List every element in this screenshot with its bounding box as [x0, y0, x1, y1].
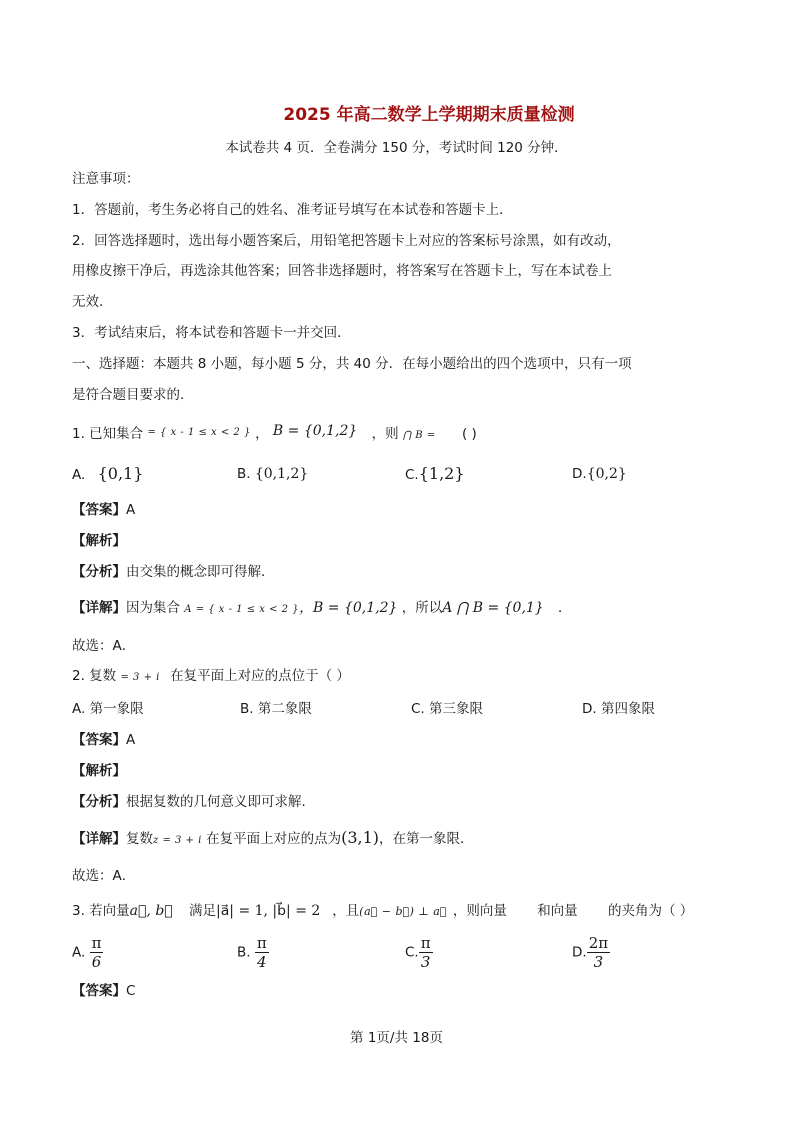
notice-item-2-line-2: 用橡皮擦干净后，再选涂其他答案；回答非选择题时，将答案写在答题卡上，写在本试卷上: [72, 263, 612, 279]
q1-answer-tag: 【答案】: [72, 502, 126, 518]
q2-option-c: C. 第三象限: [411, 701, 484, 717]
q1-option-c: [405, 465, 465, 484]
q3-answer-tag: 【答案】: [72, 983, 126, 999]
q1-paren: ( ): [461, 426, 477, 442]
exam-info: 本试卷共 4 页．全卷满分 150 分，考试时间 120 分钟．: [225, 140, 568, 156]
q3-option-c-fraction: [419, 934, 433, 971]
q1-detail-result: A ⋂ B = {0,1}: [442, 600, 544, 616]
q2-detail-point: (3,1): [341, 828, 380, 847]
notice-item-2-line-1: 2．回答选择题时，选出每小题答案后，用铅笔把答题卡上对应的答案标号涂黑，如有改动，: [72, 233, 621, 249]
q1-fenxi-text: 由交集的概念即可得解．: [126, 564, 275, 580]
q3-option-d-fraction: [587, 934, 610, 971]
section-heading-line-1: 一、选择题：本题共 8 小题，每小题 5 分，共 40 分．在每小题给出的四个选项中，只有一项: [72, 356, 632, 372]
q3-option-d-denominator: 3: [593, 953, 604, 971]
q3-option-a-numerator: π: [91, 934, 102, 952]
q1-fenxi-tag: 【分析】: [72, 564, 126, 580]
q1-option-c-label: C.: [405, 467, 419, 483]
q3-stem-prefix: 3. 若向量: [72, 903, 130, 919]
q1-option-a-label: A.: [72, 467, 86, 483]
q3-with: 和向量: [537, 903, 578, 919]
q3-option-d-label: D.: [572, 944, 587, 961]
q1-set-a: = { x - 1 ≤ x < 2 }: [147, 427, 251, 438]
q1-option-a-value: {0,1}: [97, 464, 144, 483]
q2-detail-end: ，在第一象限．: [379, 831, 474, 847]
q3-answer-value: C: [126, 983, 136, 999]
q2-choose: 故选：A．: [72, 868, 136, 884]
notice-item-3: 3．考试结束后，将本试卷和答题卡一并交回．: [72, 325, 351, 341]
page-title: 2025 年高二数学上学期期末质量检测: [283, 105, 575, 125]
q3-condition-1: |a⃗| = 1, |b⃗| = 2: [215, 903, 321, 919]
q1-option-b: [237, 465, 308, 483]
q2-option-d: D. 第四象限: [582, 701, 655, 717]
q1-fenxi: [72, 563, 275, 581]
q3-satisfy: 满足: [188, 903, 216, 919]
notice-item-1: 1．答题前，考生务必将自己的姓名、准考证号填写在本试卷和答题卡上．: [72, 202, 513, 218]
q3-option-a-fraction: [90, 934, 104, 971]
q1-option-b-value: {0,1,2}: [254, 466, 309, 482]
q2-stem-prefix: 2. 复数: [72, 668, 117, 684]
q2-option-a: A. 第一象限: [72, 701, 144, 717]
q2-answer-value: A: [126, 732, 136, 748]
q1-choose: 故选：A．: [72, 638, 136, 654]
notice-heading: 注意事项：: [72, 171, 140, 187]
q1-detail-set-a: A = { x - 1 ≤ x < 2 }: [184, 604, 300, 615]
q2-detail: [72, 829, 474, 850]
q2-option-b: B. 第二象限: [240, 701, 312, 717]
q2-answer: [72, 731, 135, 749]
q2-analysis-tag: 【解析】: [72, 763, 126, 779]
q1-stem-prefix: 1. 已知集合: [72, 426, 144, 442]
q2-detail-prefix: 复数: [126, 831, 153, 847]
q1-option-d: [572, 465, 627, 483]
q3-option-a-label: A.: [72, 944, 86, 961]
q1-detail-set-b: ，B = {0,1,2}: [299, 600, 398, 616]
q1-analysis-tag: 【解析】: [72, 533, 126, 549]
q2-answer-tag: 【答案】: [72, 732, 126, 748]
q2-fenxi-text: 根据复数的几何意义即可求解．: [126, 794, 315, 810]
q3-option-b-fraction: [255, 934, 269, 971]
q2-detail-tag: 【详解】: [72, 831, 126, 847]
q1-detail-end: ．: [558, 600, 572, 616]
question-1-stem: [72, 425, 477, 445]
q3-option-d-numerator: 2π: [588, 934, 609, 952]
q3-option-b: [237, 934, 269, 971]
q3-option-b-numerator: π: [256, 934, 267, 952]
q1-comma: ，: [255, 426, 269, 442]
q1-detail: [72, 599, 572, 619]
q3-condition-2: (a⃗ − b⃗) ⊥ a⃗: [359, 905, 447, 918]
page-footer: 第 1页/共 18页: [350, 1030, 443, 1046]
q1-intersect: ⋂ B =: [402, 430, 436, 441]
q1-option-d-label: D.: [572, 466, 587, 482]
q1-option-b-label: B.: [237, 466, 251, 482]
q3-option-c-denominator: 3: [420, 953, 431, 971]
q1-set-b: B = {0,1,2}: [272, 423, 358, 439]
q3-stem-mid: ，则向量: [452, 903, 507, 919]
question-3-stem: [72, 902, 693, 921]
q3-option-a: [72, 934, 103, 971]
q2-fenxi-tag: 【分析】: [72, 794, 126, 810]
q3-option-b-denominator: 4: [257, 953, 267, 971]
question-2-stem: [72, 667, 350, 687]
q1-detail-mid: ，所以: [401, 600, 443, 616]
q2-stem-suffix: 在复平面上对应的点位于（ ）: [170, 668, 350, 684]
section-heading-line-2: 是符合题目要求的．: [72, 387, 194, 403]
q2-fenxi: [72, 793, 315, 811]
q2-detail-expr: z = 3 + i: [153, 835, 202, 846]
q1-answer: [72, 501, 135, 519]
q3-answer: [72, 982, 135, 1000]
q2-detail-mid: 在复平面上对应的点为: [206, 831, 342, 847]
q1-answer-value: A: [126, 502, 136, 518]
q3-option-d: [572, 934, 610, 971]
q3-and: ，且: [332, 903, 360, 919]
q3-option-a-denominator: 6: [91, 953, 102, 971]
q1-detail-prefix: 因为集合: [126, 600, 180, 616]
q1-then: ，则: [371, 426, 399, 442]
q1-option-a: [72, 465, 143, 484]
q3-option-c: [405, 934, 433, 971]
q2-expr: = 3 + i: [120, 672, 160, 683]
q3-angle: 的夹角为（ ）: [607, 903, 694, 919]
q3-option-c-label: C.: [405, 944, 419, 961]
q1-option-d-value: {0,2}: [586, 466, 627, 482]
q3-option-c-numerator: π: [420, 934, 431, 952]
q3-vectors: a⃗, b⃗: [129, 903, 173, 919]
notice-item-2-line-3: 无效．: [72, 294, 113, 310]
q3-option-b-label: B.: [237, 944, 251, 961]
q1-detail-tag: 【详解】: [72, 600, 126, 616]
q1-option-c-value: {1,2}: [418, 464, 465, 483]
